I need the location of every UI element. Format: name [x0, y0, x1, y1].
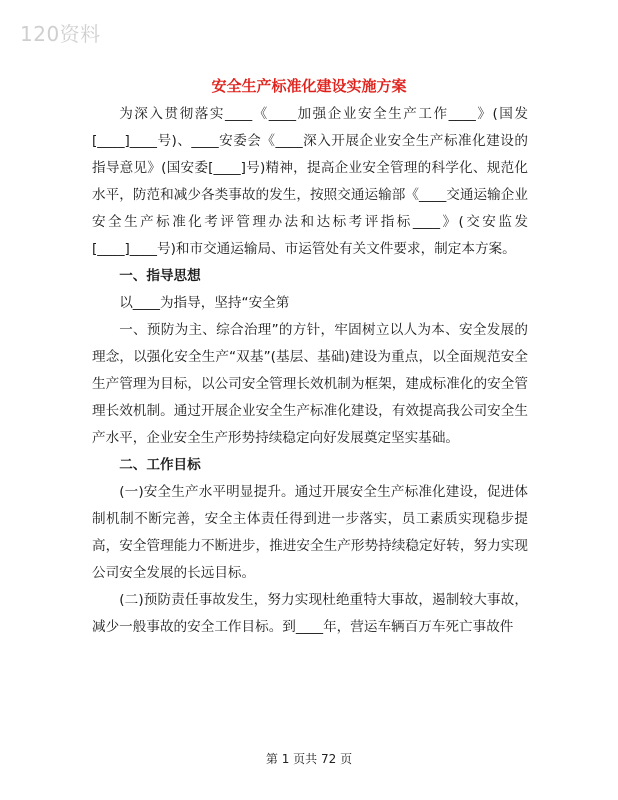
section-heading-work-goals: 二、工作目标 — [119, 457, 201, 473]
section-heading-guiding-ideology: 一、指导思想 — [119, 268, 201, 284]
guiding-ideology-line: 以____为指导，坚持“安全第 — [119, 295, 290, 311]
intro-paragraph: 为深入贯彻落实____《____加强企业安全生产工作____》(国发[____]____号)、____安委会《____深入开展企业安全生产标准化建设的指导意见》(国安委[____]号)精神，提高企业安全管理的科学化、规范化水平，防范和减少各类事故的发生，按照交通运输部《____交通运输企业安全生产标准化考评管理办法和达标考评指标____》(交安监发[____]____号)和市交通运输局、市运管处有关文件要求，制定本方案。 — [92, 106, 528, 257]
goal-one-paragraph: (一)安全生产水平明显提升。通过开展安全生产标准化建设，促进体制机制不断完善，安全主体责任得到进一步落实，员工素质实现稳步提高，安全管理能力不断进步，推进安全生产形势持续稳定好转，努力实现公司安全发展的长远目标。 — [92, 484, 528, 581]
watermark: 120资料 — [20, 22, 101, 46]
document-title: 安全生产标准化建设实施方案 — [211, 77, 407, 95]
page-number: 第 1 页共 72 页 — [265, 752, 353, 766]
goal-two-paragraph: (二)预防责任事故发生，努力实现杜绝重特大事故，遏制较大事故，减少一般事故的安全工作目标。到____年，营运车辆百万车死亡事故件 — [92, 592, 528, 635]
guiding-ideology-paragraph: 一、预防为主、综合治理”的方针，牢固树立以人为本、安全发展的理念，以强化安全生产“双基”(基层、基础)建设为重点，以全面规范安全生产管理为目标，以公司安全管理长效机制为框架，建成标准化的安全管理长效机制。通过开展企业安全生产标准化建设，有效提高我公司安全生产水平，企业安全生产形势持续稳定向好发展奠定坚实基础。 — [92, 322, 528, 446]
document-body — [92, 101, 528, 641]
